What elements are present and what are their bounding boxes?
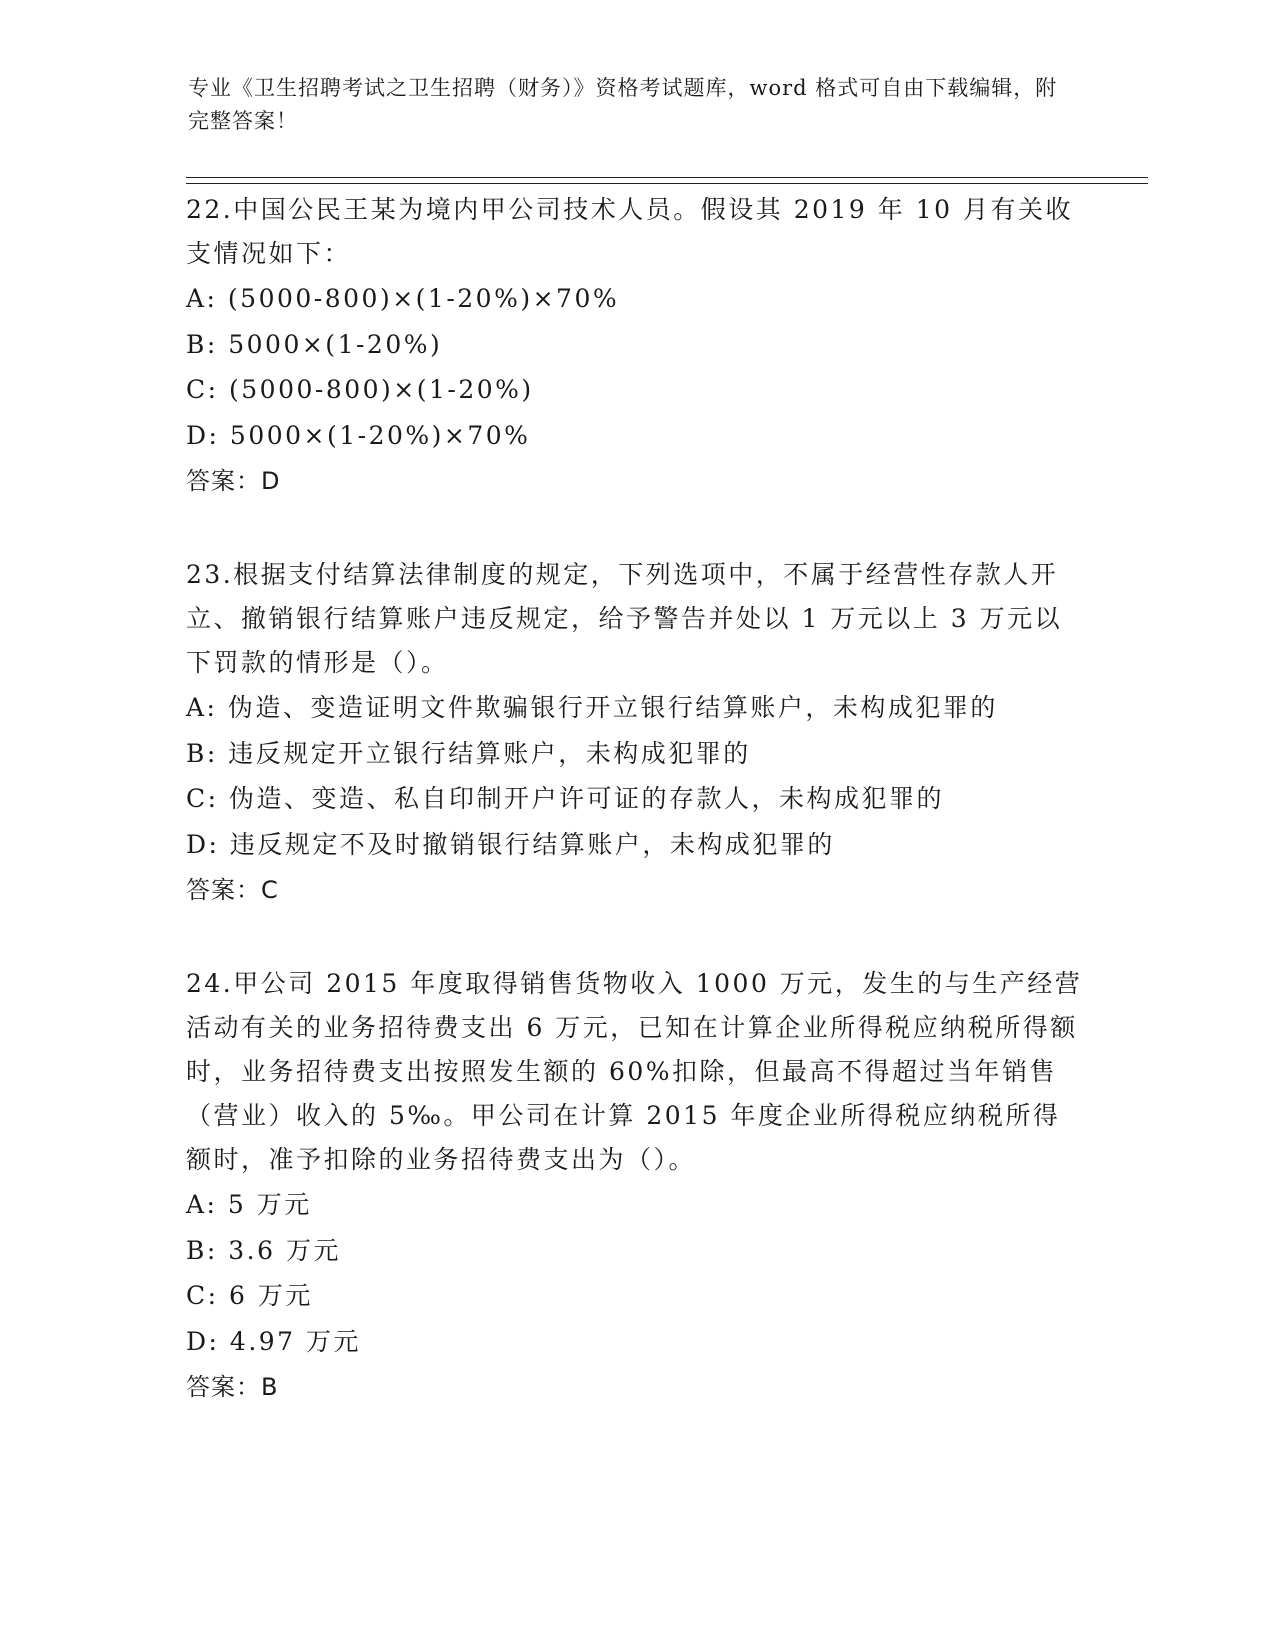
question-23 [186, 553, 1086, 913]
question-stem: 24.甲公司 2015 年度取得销售货物收入 1000 万元，发生的与生产经营活动有关的业务招待费支出 6 万元，已知在计算企业所得税应纳税所得额时，业务招待费支出按照发生额的 60%扣除，但最高不得超过当年销售（营业）收入的 5‰。甲公司在计算 2015 年度企业所得税应纳税所得额时，准予扣除的业务招待费支出为（）。 [186, 969, 1083, 1174]
answer-line: 答案：B [186, 1373, 279, 1401]
answer-line: 答案：C [186, 876, 279, 904]
option-b: B: 违反规定开立银行结算账户，未构成犯罪的 [186, 738, 751, 768]
option-d: D: 违反规定不及时撤销银行结算账户，未构成犯罪的 [186, 829, 835, 859]
option-b: B: 5000×(1-20%) [186, 329, 443, 359]
option-c: C: (5000-800)×(1-20%) [186, 375, 534, 404]
document-header: 专业《卫生招聘考试之卫生招聘（财务）》资格考试题库，word 格式可自由下载编辑，附完整答案！ [188, 76, 1058, 133]
option-a: A: (5000-800)×(1-20%)×70% [186, 284, 620, 313]
option-a: A: 5 万元 [186, 1190, 312, 1219]
question-22 [186, 188, 1086, 504]
header-divider-bottom [186, 183, 1148, 184]
option-d: D: 4.97 万元 [186, 1326, 362, 1356]
option-d: D: 5000×(1-20%)×70% [186, 420, 531, 450]
question-stem: 22.中国公民王某为境内甲公司技术人员。假设其 2019 年 10 月有关收支情况如下： [186, 195, 1073, 268]
option-c: C: 伪造、变造、私自印制开户许可证的存款人，未构成犯罪的 [186, 784, 945, 813]
question-24 [186, 962, 1086, 1410]
option-b: B: 3.6 万元 [186, 1235, 341, 1265]
answer-line: 答案：D [186, 467, 281, 495]
header-divider-top [186, 177, 1148, 178]
option-a: A: 伪造、变造证明文件欺骗银行开立银行结算账户，未构成犯罪的 [186, 693, 998, 722]
option-c: C: 6 万元 [186, 1281, 313, 1310]
question-stem: 23.根据支付结算法律制度的规定，下列选项中，不属于经营性存款人开立、撤销银行结算账户违反规定，给予警告并处以 1 万元以上 3 万元以下罚款的情形是（）。 [186, 560, 1063, 677]
